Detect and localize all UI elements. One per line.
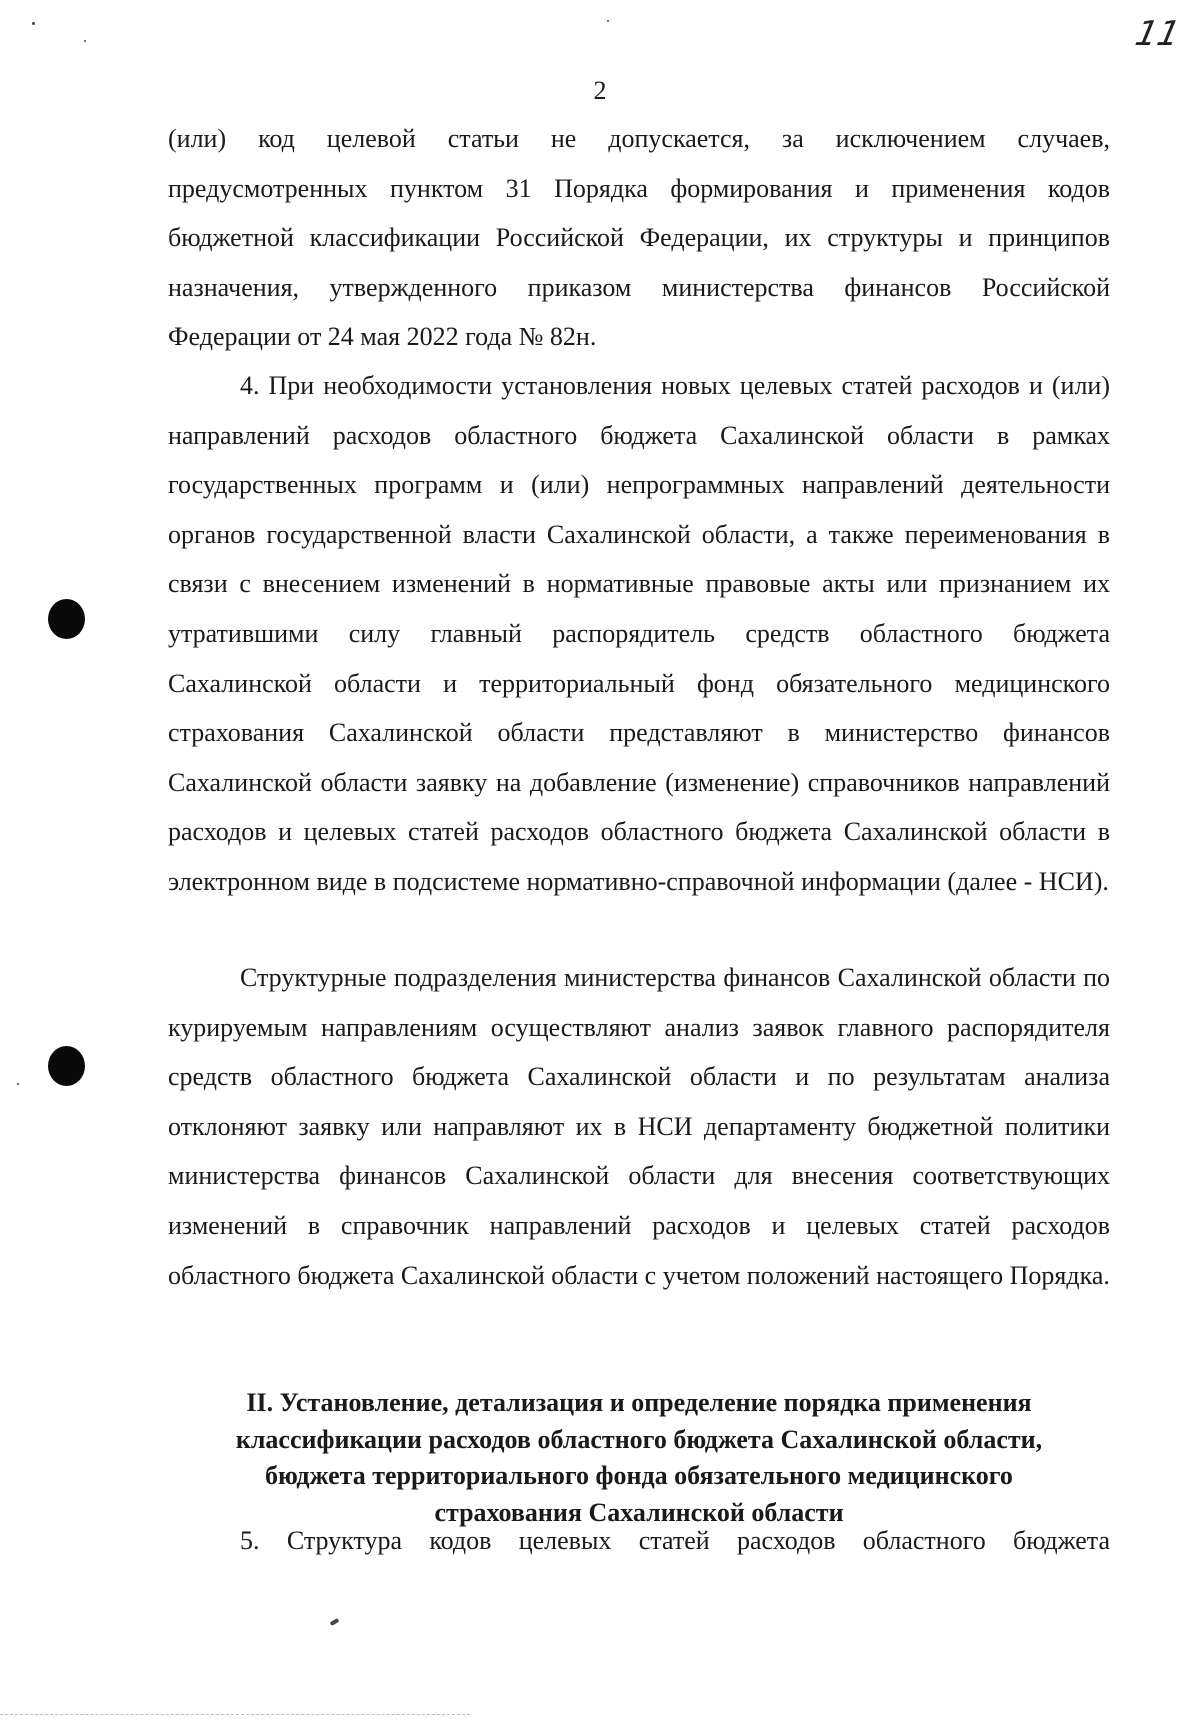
body-text-continuation: [168, 114, 1110, 362]
scan-speck: [330, 1618, 340, 1626]
scan-speck: [84, 40, 86, 42]
page-number: 2: [593, 76, 607, 105]
body-text-item-4: [168, 361, 1110, 907]
paragraph: Структурные подразделения министерства финансов Сахалинской области по курируемым направлениям осуществляют анализ заявок главного распорядителя средств областного бюджета Сахалинской области и по результатам анализа отклоняют заявку или направляют их в НСИ департаменту бюджетной политики министерства финансов Сахалинской области для внесения соответствующих изменений в справочник направлений расходов и целевых статей расходов областного бюджета Сахалинской области с учетом положений настоящего Порядка.: [168, 963, 1110, 1290]
paragraph: (или) код целевой статьи не допускается, за исключением случаев, предусмотренных пунктом 31 Порядка формирования и применения кодов бюджетной классификации Российской Федерации, их структуры и принципов назначения, утвержденного приказом министерства финансов Российской Федерации от 24 мая 2022 года № 82н.: [168, 124, 1110, 352]
scan-speck: [17, 1083, 19, 1085]
paragraph: 4. При необходимости установления новых целевых статей расходов и (или) направлений расходов областного бюджета Сахалинской области в рамках государственных программ и (или) непрограммных направлений деятельности органов государственной власти Сахалинской области, а также переименования в связи с внесением изменений в нормативные правовые акты или признанием их утратившими силу главный распорядитель средств областного бюджета Сахалинской области и территориальный фонд обязательного медицинского страхования Сахалинской области представляют в министерство финансов Сахалинской области заявку на добавление (изменение) справочников направлений расходов и целевых статей расходов областного бюджета Сахалинской области в электронном виде в подсистеме нормативно-справочной информации (далее - НСИ).: [168, 371, 1110, 896]
punch-hole-bottom: [48, 1046, 85, 1086]
section-heading: II. Установление, детализация и определение порядка применения классификации расходов областного бюджета Сахалинской области, бюджета территориального фонда обязательного медицинского страхования Сахалинской области: [235, 1388, 1043, 1527]
sheet-number-handwritten: 11: [1131, 14, 1184, 54]
paragraph-item-5: 5. Структура кодов целевых статей расходов областного бюджета: [240, 1526, 1110, 1555]
scan-speck: [607, 20, 609, 22]
scan-edge-rule: [0, 1714, 470, 1715]
body-text-structural-units: [168, 953, 1110, 1300]
punch-hole-top: [48, 599, 85, 639]
scan-speck: [32, 22, 35, 25]
